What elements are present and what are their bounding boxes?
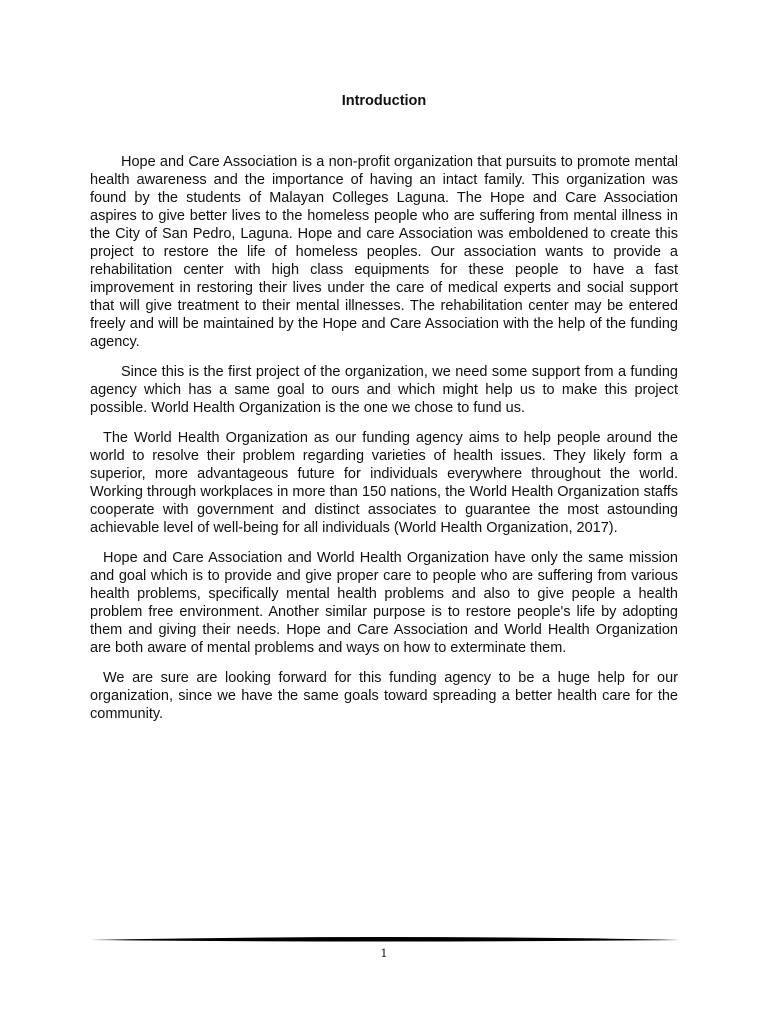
page-number: 1 [380,947,388,960]
paragraph-intro: Hope and Care Association is a non-profit organization that pursuits to promote mental health awareness and the importance of having an intact family. This organization was found by the students of Malayan Colleges Laguna. The Hope and Care Association aspires to give better lives to the homeless people who are suffering from mental illness in the City of San Pedro, Laguna. Hope and care Association was emboldened to create this project to restore the life of homeless peoples. Our association wants to provide a rehabilitation center with high class equipments for these people to have a fast improvement in restoring their lives under the care of medical experts and social support that will give treatment to their mental illnesses. The rehabilitation center may be entered freely and will be maintained by the Hope and Care Association with the help of the funding agency. [90,154,678,350]
page-title: Introduction [341,93,427,109]
paragraph-funding-need: Since this is the first project of the organization, we need some support from a funding agency which has a same goal to ours and which might help us to make this project possible. World Health Organization is the one we chose to fund us. [90,364,678,416]
paragraph-who-aims: The World Health Organization as our funding agency aims to help people around the world to resolve their problem regarding varieties of health issues. They likely form a superior, more advantageous future for individuals everywhere throughout the world. Working through workplaces in more than 150 nations, the World Health Organization staffs cooperate with government and distinct associates to guarantee the most astounding achievable level of well-being for all individuals (World Health Organization, 2017). [90,430,678,536]
footer-divider [90,935,680,945]
paragraph-closing: We are sure are looking forward for this funding agency to be a huge help for our organization, since we have the same goals toward spreading a better health care for the community. [90,670,678,722]
paragraph-shared-mission: Hope and Care Association and World Health Organization have only the same mission and goal which is to provide and give proper care to people who are suffering from various health problems, specifically mental health problems and also to give people a health problem free environment. Another similar purpose is to restore people's life by adopting them and giving their needs. Hope and Care Association and World Health Organization are both aware of mental problems and ways on how to exterminate them. [90,550,678,656]
document-body [90,153,678,735]
